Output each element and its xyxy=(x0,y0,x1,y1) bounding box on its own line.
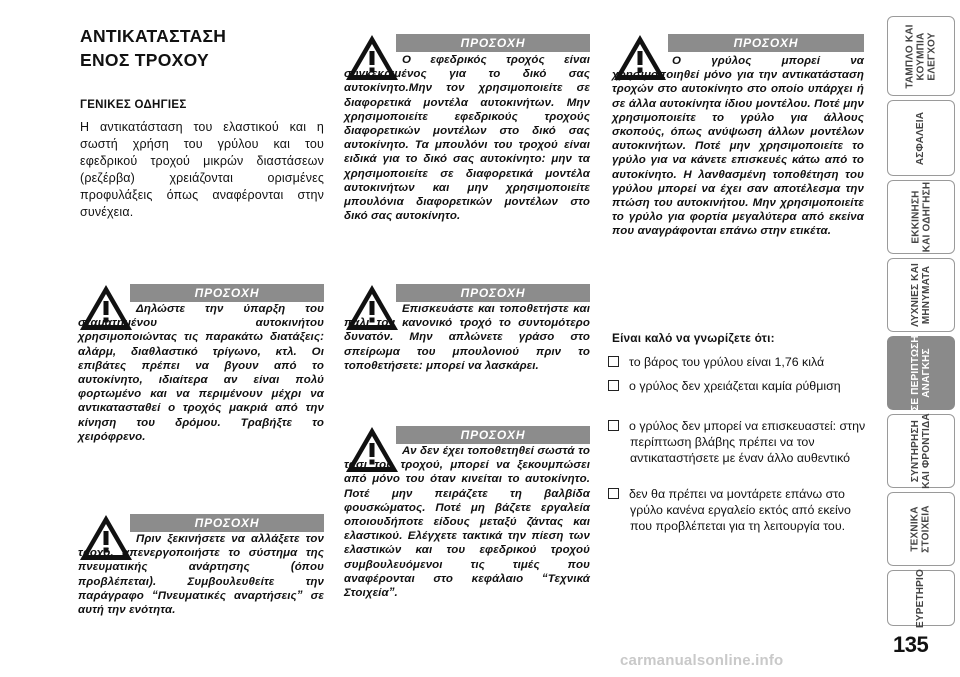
warning-text: Αν δεν έχει τοποθετηθεί σωστά το τάσι του τροχού, μπορεί να ξεκουμπώσει από μόνο του όταν κινείται το αυτοκίνητο. Ποτέ μην πειράζετε τη βαλβίδα φουσκώματος. Ποτέ μη βάζετε εργαλεία οποιουδήποτε είδους μεταξύ ζάντας και ελαστικού. Ελέγχετε τακτικά την πίεση των ελαστικών και του εφεδρικού τροχού συμβουλευόμενοι τις τιμές που αναφέρονται στο κεφάλαιο “Τεχνικά Στοιχεία”. xyxy=(344,445,590,600)
checkbox-bullet-icon xyxy=(608,356,619,367)
warning-text: Ο εφεδρικός τροχός είναι συγκεκριμένος για το δικό σας αυτοκίνητο.Μην τον χρησιμοποιείτε σε διαφορετικά μοντέλα αυτοκινήτων. Μην χρησιμοποιείτε εφεδρικούς τροχούς διαφορετικών μοντέλων στο δικό σας αυτοκίνητο. Τα μπουλόνι του τροχού είναι ειδικά για το δικό σας αυτοκίνητο: μην τα χρησιμοποιείτε σε διαφορετικά μοντέλα αυτοκινήτων και μην χρησιμοποιείτε μπουλόνια διαφορετικών μοντέλων στο δικό σας αυτοκίνητο. xyxy=(344,54,590,223)
general-heading: ΓΕΝΙΚΕΣ ΟΔΗΓΙΕΣ xyxy=(80,99,187,111)
list-item-text: το βάρος του γρύλου είναι 1,76 κιλά xyxy=(629,355,825,369)
tab-safety[interactable]: ΑΣΦΑΛΕΙΑ xyxy=(887,100,955,176)
warning-text: Ο γρύλος μπορεί να χρησιμοποιηθεί μόνο για την αντικατάσταση τροχών στο αυτοκίνητο στο οποίο υπάρχει ή σε άλλα αυτοκίνητα ίδιου μοντέλου. Ποτέ μην χρησιμοποιείτε το γρύλο για άλλους σκοπούς, όπως ανύψωση άλλων μοντέλων αυτοκινήτων. Ποτέ μην χρησιμοποιείτε το γρύλο για να κάνετε επισκευές κάτω από το αυτοκίνητο. Η λανθασμένη τοποθέτηση του γρύλου μπορεί να έχει σαν αποτέλεσμα την πτώση του αυτοκινήτου. Μην χρησιμοποιείτε το γρύλο για φορτία μεγαλύτερα από εκείνα που αναγράφονται επάνω στην ετικέτα. xyxy=(612,55,864,238)
tab-emergency[interactable]: ΣΕ ΠΕΡΙΠΤΩΣΗ ΑΝΑΓΚΗΣ xyxy=(887,336,955,410)
list-item-text: ο γρύλος δεν μπορεί να επισκευαστεί: στην περίπτωση βλάβης πρέπει να τον αντικαταστήσετε με έναν άλλο αυθεντικό xyxy=(629,419,866,465)
warning-label: ΠΡΟΣΟΧΗ xyxy=(130,514,324,532)
warning-jack-use xyxy=(612,30,866,290)
warning-spare-wheel-specific xyxy=(344,30,590,250)
title-line-2: ΕΝΟΣ ΤΡΟΧΟΥ xyxy=(80,50,210,70)
warning-label: ΠΡΟΣΟΧΗ xyxy=(668,34,864,52)
general-text: Η αντικατάσταση του ελαστικού και η σωστή χρήση του γρύλου και του εφεδρικού τροχού μικρών διαστάσεων (ρεζέρβα) χρειάζονται ορισμένες προφυλάξεις όπως αναφέρονται στην συνέχεια. xyxy=(80,120,324,219)
list-item-text: δεν θα πρέπει να μοντάρετε επάνω στο γρύλο κανένα εργαλείο εκτός από εκείνο που προβλέπεται για τη λειτουργία του. xyxy=(629,487,851,533)
tab-dashboard-controls[interactable]: ΤΑΜΠΛΟ ΚΑΙ ΚΟΥΜΠΙΑ ΕΛΕΓΧΟΥ xyxy=(887,16,955,96)
list-item xyxy=(608,354,870,370)
good-to-know-heading: Είναι καλό να γνωρίζετε ότι: xyxy=(612,331,775,345)
tab-warning-lights-messages[interactable]: ΛΥΧΝΙΕΣ ΚΑΙ ΜΗΝΥΜΑΤΑ xyxy=(887,258,955,332)
warning-text: Δηλώστε την ύπαρξη του σταματημένου αυτοκινήτου χρησιμοποιώντας τις παρακάτω διατάξεις: αλάρμ, διαθλαστικό τρίγωνο, κτλ. Οι επιβάτες πρέπει να βγουν από το αυτοκίνητο, ιδιαίτερα αν είναι πολύ φορτωμένο και να περιμένουν μέχρι να αντικατασταθεί ο τροχός μακριά από την κίνηση του δρόμου. Τραβήξτε το χειρόφρενο. xyxy=(78,303,324,443)
tab-technical-specifications[interactable]: ΤΕΧΝΙΚΑ ΣΤΟΙΧΕΙΑ xyxy=(887,492,955,566)
list-item xyxy=(608,486,870,534)
warning-label: ΠΡΟΣΟΧΗ xyxy=(130,284,324,302)
list-item-text: ο γρύλος δεν χρειάζεται καμία ρύθμιση xyxy=(629,379,841,393)
tab-maintenance-care[interactable]: ΣΥΝΤΗΡΗΣΗ ΚΑΙ ΦΡΟΝΤΙΔΑ xyxy=(887,414,955,488)
warning-label: ΠΡΟΣΟΧΗ xyxy=(396,284,590,302)
warning-text: Πριν ξεκινήσετε να αλλάξετε τον τροχό, απενεργοποιήστε το σύστημα της πνευματικής ανάρτησης (όπου προβλέπεται). Συμβουλευθείτε την παράγραφο “Πνευματικές αναρτήσεις” σε αυτή την ενότητα. xyxy=(78,533,324,617)
tab-index[interactable]: ΕΥΡΕΤΗΡΙΟ xyxy=(887,570,955,626)
warning-label: ΠΡΟΣΟΧΗ xyxy=(396,34,590,52)
list-item xyxy=(608,418,870,466)
page-title xyxy=(80,24,320,72)
warning-hazard-lights xyxy=(78,280,324,450)
warning-repair-normal-wheel xyxy=(344,280,590,390)
watermark: carmanualsonline.info xyxy=(620,652,784,669)
checkbox-bullet-icon xyxy=(608,380,619,391)
list-item xyxy=(608,378,870,394)
warning-pneumatic-suspension xyxy=(78,510,324,630)
title-line-1: ΑΝΤΙΚΑΤΑΣΤΑΣΗ xyxy=(80,26,227,46)
warning-wheel-cap xyxy=(344,422,590,622)
checkbox-bullet-icon xyxy=(608,488,619,499)
page-number: 135 xyxy=(893,632,929,657)
warning-label: ΠΡΟΣΟΧΗ xyxy=(396,426,590,444)
tab-starting-driving[interactable]: ΕΚΚΙΝΗΣΗ ΚΑΙ ΟΔΗΓΗΣΗ xyxy=(887,180,955,254)
checkbox-bullet-icon xyxy=(608,420,619,431)
warning-text: Επισκευάστε και τοποθετήστε και πάλι τον κανονικό τροχό το συντομότερο δυνατόν. Μην απλώνετε γράσο στο σπείρωμα του μπουλονιού πριν το τοποθετήσετε: μπορεί να λασκάρει. xyxy=(344,303,590,372)
